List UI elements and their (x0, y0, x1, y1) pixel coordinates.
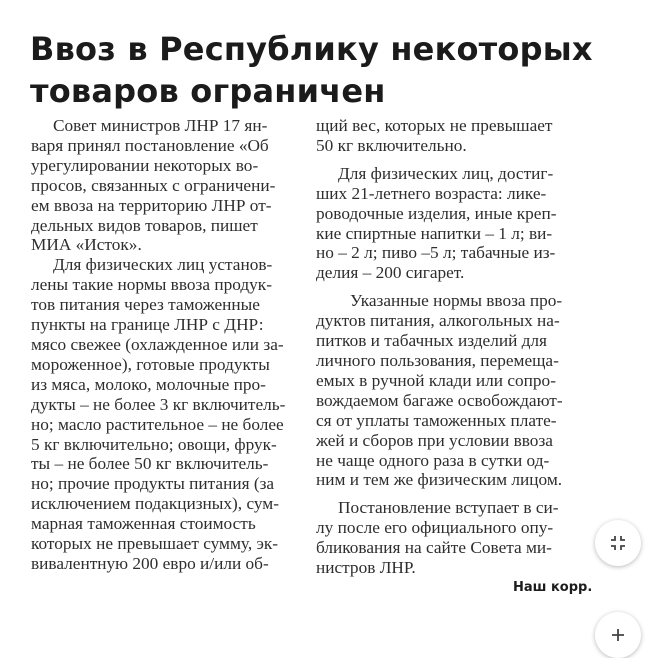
text-line: мясо свежее (охлажденное или за- (31, 334, 284, 354)
text-line: но; масло растительное – не более (31, 414, 284, 434)
text-line: тов питания через таможенные (31, 295, 260, 315)
text-line: емых в ручной клади или сопро- (316, 370, 556, 390)
text-line: Указанные нормы ввоза про- (350, 291, 563, 311)
text-line: ним и тем же физическим лицом. (316, 470, 563, 490)
text-line: Для физических лиц установ- (53, 255, 273, 275)
text-line: личного пользования, перемеща- (316, 350, 559, 370)
text-line: питков и табачных изделий для (316, 331, 548, 351)
text-line: Совет министров ЛНР 17 ян- (53, 116, 268, 135)
text-line: марная таможенная стоимость (31, 514, 256, 534)
text-line: варя принял постановление «Об (31, 135, 269, 155)
text-line: Постановление вступает в си- (338, 498, 559, 518)
text-line: щий вес, которых не превышает (316, 116, 553, 135)
text-line: делия – 200 сигарет. (316, 263, 465, 283)
text-line: нистров ЛНР. (316, 558, 416, 578)
text-line: ем ввоза на территорию ЛНР от- (31, 195, 272, 215)
text-line: лены такие нормы ввоза продук- (31, 275, 272, 295)
article-paragraph (316, 116, 586, 156)
text-line: просов, связанных с ограничени- (31, 175, 276, 195)
text-line: но; прочие продукты питания (за (31, 474, 275, 494)
text-line: кие спиртные напитки – 1 л; ви- (316, 223, 553, 243)
text-line: ся от уплаты таможенных плате- (316, 410, 557, 430)
article-paragraph (31, 255, 299, 574)
headline-line: Ввоз в Республику некоторых (30, 30, 593, 68)
text-line: роводочные изделия, иные креп- (316, 203, 557, 223)
collapse-arrows-icon (608, 533, 628, 553)
article-column-left (31, 116, 299, 574)
text-line: бликования на сайте Совета ми- (316, 538, 552, 558)
zoom-in-button[interactable] (595, 612, 641, 658)
text-line: исключением подакцизных), сум- (31, 494, 279, 514)
text-line: из мяса, молоко, молочные про- (31, 374, 266, 394)
text-line: но – 2 л; пиво –5 л; табачные из- (316, 243, 556, 263)
article-column-right (316, 116, 586, 578)
text-line: Для физических лиц, достиг- (338, 163, 554, 183)
text-line: дукты – не более 3 кг включитель- (31, 394, 286, 414)
text-line: пункты на границе ЛНР с ДНР: (31, 315, 264, 335)
text-line: жей и сборов при условии ввоза (316, 430, 553, 450)
collapse-button[interactable] (595, 520, 641, 566)
text-line: 50 кг включительно. (316, 135, 467, 155)
article-paragraph (316, 164, 586, 283)
text-line: лу после его официального опу- (316, 518, 554, 538)
zoom-in-icon (610, 627, 626, 643)
article-paragraph (31, 116, 299, 255)
article-paragraph (316, 498, 586, 578)
text-line: дуктов питания, алкогольных на- (316, 311, 560, 331)
text-line: вождаемом багаже освобождают- (316, 390, 563, 410)
text-line: урегулировании некоторых во- (31, 155, 259, 175)
article-paragraph (316, 291, 586, 490)
text-line: ты – не более 50 кг включитель- (31, 454, 269, 474)
text-line: которых не превышает сумму, эк- (31, 534, 279, 554)
article-signature: Наш корр. (513, 580, 593, 595)
article-headline (30, 28, 610, 112)
headline-line: товаров ограничен (30, 72, 386, 110)
text-line: вивалентную 200 евро и/или об- (31, 553, 269, 573)
text-line: 5 кг включительно; овощи, фрук- (31, 434, 277, 454)
text-line: не чаще одного раза в сутки од- (316, 450, 550, 470)
text-line: МИА «Исток». (31, 235, 142, 255)
text-line: мороженное), готовые продукты (31, 354, 270, 374)
text-line: дельных видов товаров, пишет (31, 215, 258, 235)
text-line: ших 21-летнего возраста: лике- (316, 183, 547, 203)
